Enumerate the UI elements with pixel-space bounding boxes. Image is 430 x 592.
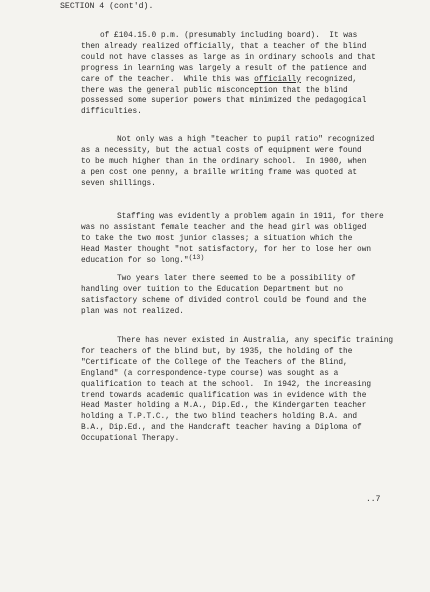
text-line: seven shillings. — [81, 179, 156, 188]
underlined-word: officially — [254, 75, 301, 84]
text-line: then already realized officially, that a teacher of the blind — [81, 42, 367, 51]
text-line: Not only was a high "teacher to pupil ratio" recognized — [117, 136, 375, 144]
page-continuation-marker: ..7 — [366, 495, 381, 504]
text-line: qualification to teach at the school. In 1942, the increasing — [81, 380, 372, 389]
text-line: trend towards academic qualification was in evidence with the — [81, 391, 367, 400]
text-line: Two years later there seemed to be a possibility of — [117, 275, 356, 283]
footnote-reference: (13) — [188, 253, 205, 261]
text-line: of £104.15.0 p.m. (presumably including board). It was — [100, 32, 358, 40]
section-heading: SECTION 4 (cont'd). — [60, 2, 154, 11]
paragraph-2 — [81, 135, 421, 190]
text-line: as a necessity, but the actual costs of equipment were found — [81, 146, 362, 155]
text-line: possessed some superior powers that minimized the pedagogical — [81, 97, 367, 106]
text-line: Head Master holding a M.A., Dip.Ed., the Kindergarten teacher — [81, 402, 367, 411]
text-fragment: education for so long." — [81, 256, 189, 265]
text-line: difficulties. — [81, 108, 142, 117]
text-line: England" (a correspondence-type course) was sought as a — [81, 369, 339, 378]
text-line: a pen cost one penny, a braille writing frame was quoted at — [81, 168, 358, 177]
text-line: was no assistant female teacher and the head girl was obliged — [81, 223, 367, 232]
text-line: could not have classes as large as in ordinary schools and that — [81, 53, 376, 62]
text-line: Staffing was evidently a problem again in 1911, for there — [117, 213, 384, 221]
text-line — [81, 75, 430, 86]
text-line: there was the general public misconception that the blind — [81, 86, 348, 95]
text-line: satisfactory scheme of divided control could be found and the — [81, 296, 367, 305]
text-line: to be much higher than in the ordinary school. In 1900, when — [81, 157, 367, 166]
paragraph-1 — [81, 31, 430, 118]
text-line: to take the two most junior classes; a situation which the — [81, 234, 353, 243]
text-fragment: care of the teacher. While this was — [81, 75, 255, 84]
paragraph-5 — [81, 336, 421, 445]
text-line: handling over tuition to the Education Department but no — [81, 285, 344, 294]
text-line: plan was not realized. — [81, 307, 184, 316]
text-line: Occupational Therapy. — [81, 435, 180, 444]
text-fragment: recognized, — [300, 75, 358, 84]
paragraph-3 — [81, 212, 421, 267]
text-line: for teachers of the blind but, by 1935, the holding of the — [81, 347, 353, 356]
text-line: "Certificate of the College of the Teachers of the Blind, — [81, 358, 348, 367]
text-line: B.A., Dip.Ed., and the Handcraft teacher having a Diploma of — [81, 424, 362, 433]
text-line: There has never existed in Australia, any specific training — [117, 337, 394, 345]
paragraph-4 — [81, 274, 421, 318]
text-line: Head Master thought "not satisfactory, for her to lose her own — [81, 245, 372, 254]
text-line: progress in learning was largely a result of the patience and — [81, 64, 367, 73]
text-line — [81, 253, 421, 267]
text-line: holding a T.P.T.C., the two blind teachers holding B.A. and — [81, 413, 358, 422]
